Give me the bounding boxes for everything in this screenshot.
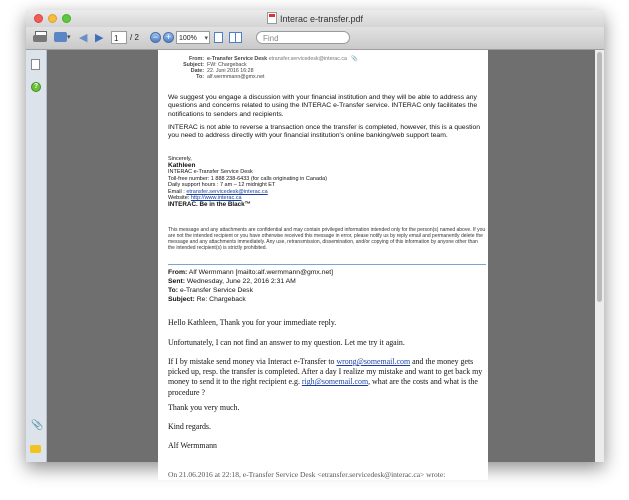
body-paragraph-2: INTERAC is not able to reverse a transaction once the transfer is completed, however, this is a question you need to address directly with your financial institution's online banking/web support team. xyxy=(168,124,481,140)
vertical-scrollbar[interactable] xyxy=(595,50,604,462)
pdf-page xyxy=(158,50,488,480)
sig-hours: Daily support hours : 7 am – 12 midnight ET xyxy=(168,182,276,188)
quoted-cut-line: On 21.06.2016 at 22:18, e-Transfer Service Desk <etransfer.servicedesk@interac.ca> wrote: xyxy=(168,470,446,479)
window-title xyxy=(26,12,604,24)
page-number-input[interactable]: 1 xyxy=(111,31,127,44)
email-subject: FW: Chargeback xyxy=(207,62,247,68)
zoom-out-icon[interactable]: − xyxy=(150,32,161,43)
zoom-in-icon[interactable]: + xyxy=(163,32,174,43)
reply-paragraph-1: Unfortunately, I can not find an answer to my question. Let me try it again. xyxy=(168,338,405,347)
reply-thanks: Thank you very much. xyxy=(168,403,240,412)
quoted-to: e-Transfer Service Desk xyxy=(179,287,253,294)
quoted-from: Alf Wermmann [mailto:alf.wermmann@gmx.net] xyxy=(188,269,334,276)
email-header-subject: Subject: FW: Chargeback xyxy=(183,62,247,68)
print-icon[interactable] xyxy=(33,31,47,45)
signature-block xyxy=(168,156,468,208)
find-input[interactable]: Find xyxy=(256,31,350,44)
single-page-icon[interactable] xyxy=(214,32,223,43)
sig-email-row: Email : etransfer.servicedesk@interac.ca xyxy=(168,188,268,195)
body-paragraph-1: We suggest you engage a discussion with your financial institution and they will be able to address any questions and concerns related to using the INTERAC e-Transfer service. INTERAC only facilitates the notifications to senders and recipients. xyxy=(168,94,478,118)
comment-icon[interactable] xyxy=(30,445,41,453)
note-icon[interactable] xyxy=(31,59,40,70)
email-header-date: Date: 22. Juni 2016 16:28 xyxy=(190,68,254,74)
sig-tollfree: Toll-free number: 1 888 238-6433 (for calls originating in Canada) xyxy=(168,175,327,182)
reply-paragraph-2: If I by mistake send money via Interact e-Transfer to wrong@somemail.com and the money gets picked up, resp. the transfer is completed. After a day I realize my mistake and want to get back my money to send it to the right recipient e.g. righ@somemail.com, what are the costs and what is the procedure ? xyxy=(168,357,483,397)
email-from-name: e-Transfer Service Desk xyxy=(207,56,268,62)
toolbar xyxy=(26,27,604,50)
message-divider xyxy=(168,264,486,265)
quoted-header: From: Alf Wermmann [mailto:alf.wermmann@gmx.net] Sent: Wednesday, June 22, 2016 2:31 AM To: e-Transfer Service Desk Subject: Re: Chargeback xyxy=(168,269,334,303)
email-to: alf.wermmann@gmx.net xyxy=(207,74,265,80)
email-from-address: etransfer.servicedesk@interac.ca xyxy=(268,56,347,62)
scrollbar-thumb[interactable] xyxy=(597,52,602,302)
next-page-icon[interactable]: ▶ xyxy=(95,32,104,44)
sig-website-link[interactable]: http://www.interac.ca xyxy=(190,195,242,201)
right-email-link[interactable]: righ@somemail.com xyxy=(301,377,369,387)
preview-window xyxy=(26,10,604,479)
sig-website-row: Website: http://www.interac.ca xyxy=(168,195,242,201)
quoted-sent: Wednesday, June 22, 2016 2:31 AM xyxy=(186,278,296,285)
quoted-subject: Re: Chargeback xyxy=(196,296,246,303)
sig-email-link[interactable]: etransfer.servicedesk@interac.ca xyxy=(186,188,268,195)
attachment-icon: 📎 xyxy=(350,56,358,62)
previous-page-icon[interactable]: ◀ xyxy=(79,32,88,44)
sig-sincerely: Sincerely, xyxy=(168,156,192,162)
two-page-icon[interactable] xyxy=(229,32,242,43)
title-bar[interactable] xyxy=(26,10,604,28)
pdf-file-icon xyxy=(267,12,277,24)
reply-signature-name: Alf Wermmann xyxy=(168,441,217,450)
annotations-sidebar xyxy=(26,50,47,462)
paperclip-icon[interactable]: 📎 xyxy=(31,420,44,431)
sig-tagline: INTERAC. Be in the Black™ xyxy=(168,200,251,208)
document-viewport[interactable] xyxy=(47,50,604,479)
email-header-from: From: e-Transfer Service Desk etransfer.servicedesk@interac.ca 📎 xyxy=(188,56,358,62)
help-icon[interactable]: ? xyxy=(31,82,41,92)
zoom-select[interactable]: 100% ▾ xyxy=(176,31,210,44)
email-header-to: To: alf.wermmann@gmx.net xyxy=(196,74,265,80)
page-total-label: / 2 xyxy=(130,33,139,42)
share-icon[interactable] xyxy=(54,31,72,45)
window-title-text: Interac e-transfer.pdf xyxy=(279,14,364,24)
confidentiality-disclaimer: This message and any attachments are confidential and may contain privileged information intended only for the person(s) named above. If you are not the intended recipient or you have otherwise received this message in error, please notify us by reply email and permanently delete the message and any attachments immediately. Any use, retransmission, dissemination, and/or copying of this information by anyone other than the intended recipient(s) is strictly prohibited. xyxy=(168,227,486,251)
email-date: 22. Juni 2016 16:28 xyxy=(207,68,254,74)
sig-name: Kathleen xyxy=(168,161,196,169)
sig-dept: INTERAC e-Transfer Service Desk xyxy=(168,169,253,175)
reply-regards: Kind regards. xyxy=(168,422,211,431)
wrong-email-link[interactable]: wrong@somemail.com xyxy=(336,357,411,366)
reply-greeting: Hello Kathleen, Thank you for your immediate reply. xyxy=(168,318,337,327)
